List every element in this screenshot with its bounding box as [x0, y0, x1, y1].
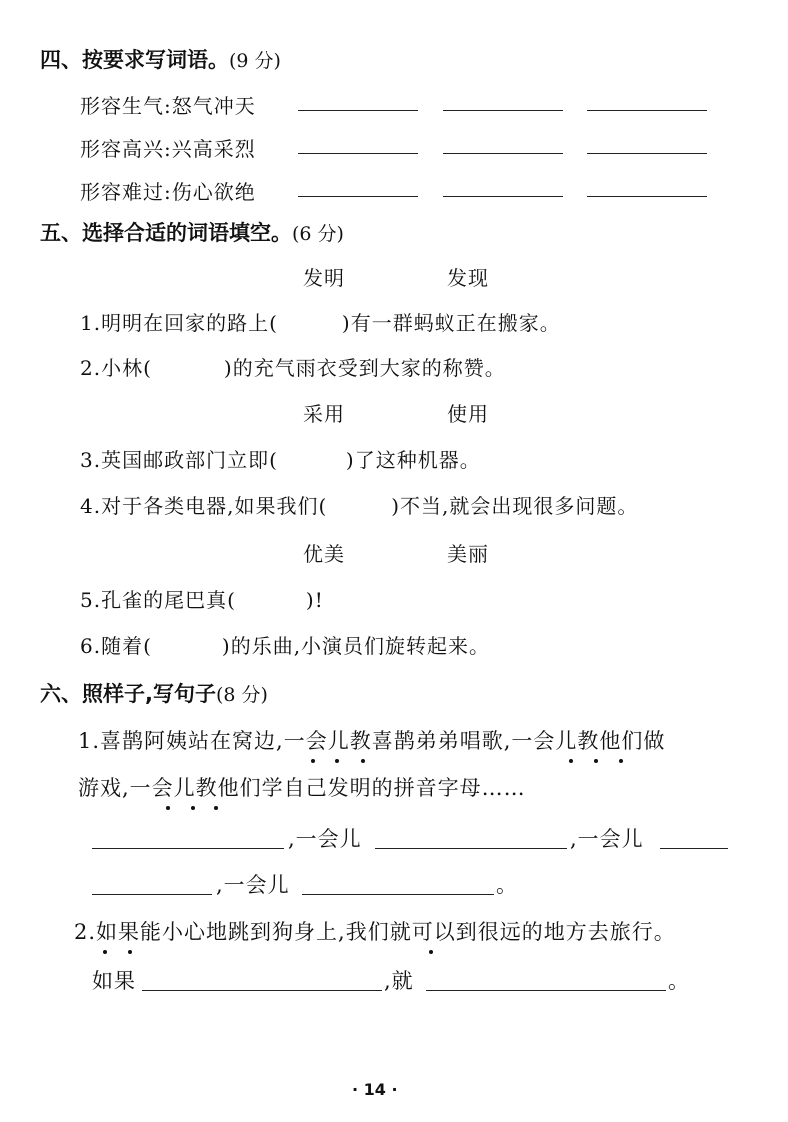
fill-item-text: 4.对于各类电器,如果我们( — [80, 494, 328, 518]
fill-item-text: )的乐曲,小演员们旋转起来。 — [221, 634, 491, 658]
answer-line[interactable] — [587, 153, 707, 154]
connector-text: ,一会儿 — [216, 873, 290, 897]
emphasis-dot — [311, 759, 315, 763]
fill-item-text: 2.小林( — [80, 356, 152, 380]
answer-line[interactable] — [426, 990, 666, 991]
fill-item-text: )! — [305, 588, 324, 612]
emphasis-dot — [191, 806, 195, 810]
emphasis-dot — [128, 950, 132, 954]
section-6-title — [40, 678, 268, 708]
then-word: ,就 — [384, 969, 414, 993]
example-sentence-1-line-2: 游戏,一会儿教他们学自己发明的拼音字母…… — [78, 776, 526, 800]
fill-item-text: )了这种机器。 — [345, 448, 481, 472]
connector-text: ,一会儿 — [570, 827, 644, 851]
sentence-end: 。 — [496, 873, 518, 897]
section-4-title-text: 四、按要求写词语。 — [40, 48, 229, 72]
emphasis-dot — [594, 759, 598, 763]
fill-item-4 — [80, 490, 638, 519]
fill-item-text: )有一群蚂蚁正在搬家。 — [341, 311, 561, 335]
fill-item-text: 1.明明在回家的路上( — [80, 311, 278, 335]
section-5-title-text: 五、选择合适的词语填空。 — [40, 221, 292, 245]
fill-item-1 — [80, 307, 561, 336]
emphasis-dot — [361, 759, 365, 763]
word-option: 发明 — [303, 266, 345, 290]
section-5-title — [40, 217, 344, 247]
answer-line[interactable] — [660, 848, 728, 849]
word-option: 优美 — [303, 542, 345, 566]
section-4-row-2-label: 形容高兴:兴高采烈 — [80, 137, 256, 161]
answer-line[interactable] — [375, 848, 567, 849]
fill-item-text: 6.随着( — [80, 634, 152, 658]
section-5-score: (6 分) — [292, 223, 344, 245]
fill-item-6 — [80, 630, 490, 659]
answer-line[interactable] — [298, 110, 418, 111]
emphasis-dot — [335, 759, 339, 763]
answer-line[interactable] — [443, 153, 563, 154]
emphasis-dot — [214, 806, 218, 810]
answer-line[interactable] — [142, 990, 382, 991]
answer-line[interactable] — [443, 196, 563, 197]
sentence-end: 。 — [668, 969, 690, 993]
emphasis-dot — [619, 759, 623, 763]
example-sentence-2: 2.如果能小心地跳到狗身上,我们就可以到很远的地方去旅行。 — [74, 920, 676, 944]
section-6-score: (8 分) — [215, 684, 268, 706]
section-4-row-3-label: 形容难过:伤心欲绝 — [80, 180, 256, 204]
emphasis-dot — [103, 950, 107, 954]
emphasis-dot — [429, 950, 433, 954]
answer-line[interactable] — [587, 196, 707, 197]
example-sentence-1-line-1: 1.喜鹊阿姨站在窝边,一会儿教喜鹊弟弟唱歌,一会儿教他们做 — [78, 729, 666, 753]
answer-line[interactable] — [587, 110, 707, 111]
answer-line[interactable] — [92, 848, 284, 849]
answer-line[interactable] — [302, 894, 494, 895]
fill-item-text: )的充气雨衣受到大家的称赞。 — [223, 356, 506, 380]
fill-item-text: 5.孔雀的尾巴真( — [80, 588, 236, 612]
answer-line[interactable] — [443, 110, 563, 111]
fill-item-2 — [80, 352, 506, 381]
section-4-title — [40, 44, 281, 74]
fill-item-5 — [80, 584, 324, 613]
word-option: 使用 — [447, 402, 489, 426]
if-word: 如果 — [92, 969, 136, 993]
page-number: · 14 · — [352, 1080, 398, 1099]
connector-text: ,一会儿 — [288, 827, 362, 851]
word-option: 采用 — [303, 402, 345, 426]
answer-line[interactable] — [92, 894, 212, 895]
word-option: 发现 — [447, 266, 489, 290]
fill-item-3 — [80, 444, 481, 473]
fill-item-text: 3.英国邮政部门立即( — [80, 448, 278, 472]
section-6-title-text: 六、照样子,写句子 — [40, 682, 216, 706]
fill-item-text: )不当,就会出现很多问题。 — [391, 494, 639, 518]
answer-line[interactable] — [298, 153, 418, 154]
section-4-row-1-label: 形容生气:怒气冲天 — [80, 94, 256, 118]
emphasis-dot — [569, 759, 573, 763]
emphasis-dot — [166, 806, 170, 810]
section-4-score: (9 分) — [229, 50, 281, 72]
answer-line[interactable] — [298, 196, 418, 197]
word-option: 美丽 — [447, 542, 489, 566]
